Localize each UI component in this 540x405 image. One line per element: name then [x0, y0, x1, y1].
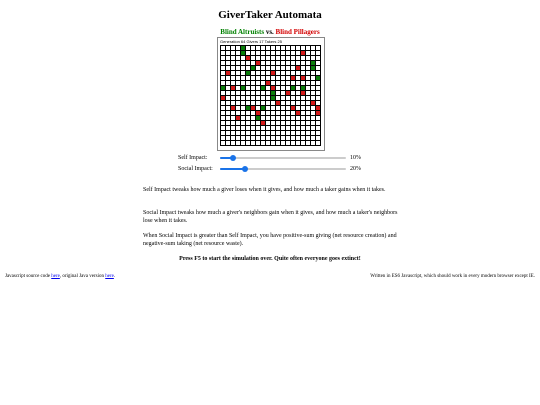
givers-label: Blind Altruists: [220, 28, 265, 36]
self-impact-slider[interactable]: [220, 157, 346, 159]
footer-source-middle: , original Java version: [59, 274, 106, 279]
positive-sum-description: When Social Impact is greater than Self Impact, you have positive-sum giving (net resource creation) and negative-sum taking (net resource waste).: [143, 233, 397, 247]
page-title: GiverTaker Automata: [218, 9, 322, 21]
js-source-link[interactable]: here: [51, 274, 60, 279]
restart-instructions: Press F5 to start the simulation over. Quite often everyone goes extinct!: [179, 256, 361, 262]
automata-grid: [220, 45, 321, 146]
footer-browser-note: Written in ES6 Javascript, which should work in every modern browser except IE.: [370, 274, 535, 279]
self-impact-control: [178, 154, 378, 163]
java-source-link[interactable]: here: [105, 274, 114, 279]
footer-source-links: [5, 274, 115, 279]
social-impact-slider[interactable]: [220, 168, 346, 170]
self-impact-description: Self Impact tweaks how much a giver loses when it gives, and how much a taker gains when it takes.: [143, 187, 386, 193]
empty-cell: [316, 141, 321, 146]
self-impact-label: Self Impact:: [178, 155, 208, 161]
social-impact-description: Social Impact tweaks how much a giver's neighbors gain when it gives, and how much a taker's neighbors lose when it takes.: [143, 210, 398, 224]
self-impact-value: 10%: [350, 155, 361, 161]
page-subtitle: [0, 28, 540, 36]
vs-label: vs.: [264, 28, 276, 36]
footer-source-suffix: .: [113, 274, 116, 279]
social-impact-label: Social Impact:: [178, 166, 213, 172]
self-impact-slider-thumb[interactable]: [230, 155, 236, 161]
simulation-board: [217, 37, 325, 151]
social-impact-control: [178, 165, 378, 174]
footer-source-prefix: Javascript source code: [5, 274, 52, 279]
social-impact-value: 20%: [350, 166, 361, 172]
simulation-status: Generation 64 Givers 17 Takers 25: [220, 39, 282, 44]
takers-label: Blind Pillagers: [275, 28, 320, 36]
social-impact-slider-thumb[interactable]: [242, 166, 248, 172]
